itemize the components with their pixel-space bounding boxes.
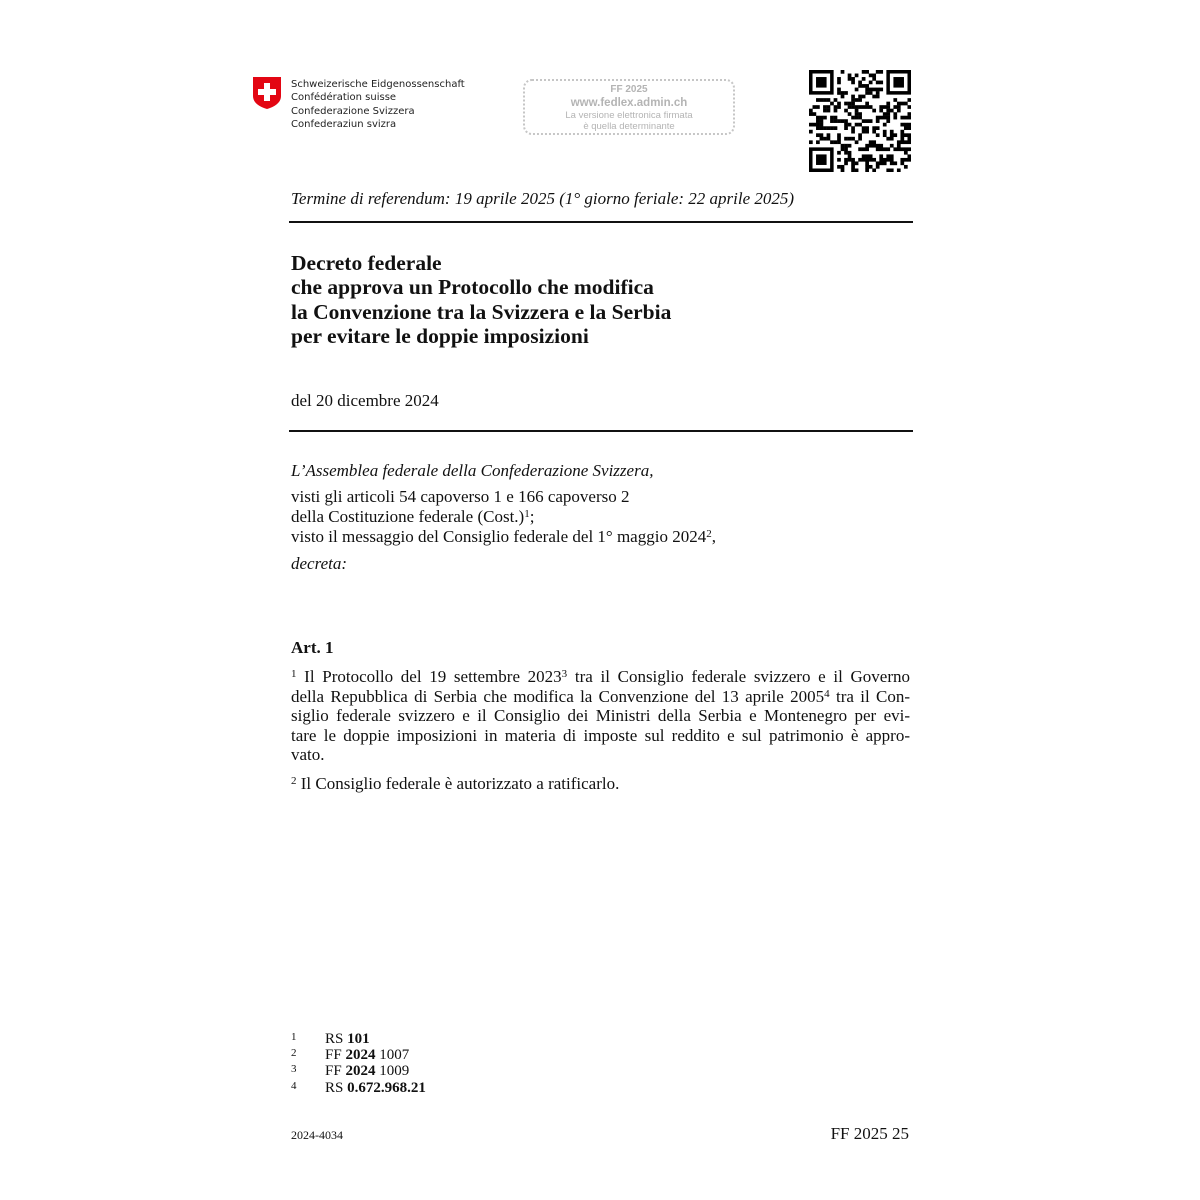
article-paragraph-2	[291, 774, 910, 794]
paragraph-line	[291, 774, 910, 794]
footnote-number: 1	[291, 1031, 297, 1043]
title-line: che approva un Protocollo che modifica	[291, 275, 654, 300]
stamp-url[interactable]: www.fedlex.admin.ch	[570, 97, 688, 109]
paragraph-line: tare le doppie imposizioni in materia di imposte sul reddito e sul patrimonio è appro-	[291, 725, 910, 745]
footnote-suffix: 1007	[375, 1047, 410, 1064]
divider-bottom	[289, 430, 913, 432]
preamble-assembly: L’Assemblea federale della Confederazione Svizzera,	[291, 461, 654, 480]
paragraph-text: tra il Consiglio federale svizzero e il Governo	[567, 667, 910, 686]
fedlex-stamp	[523, 79, 735, 135]
title-line: la Convenzione tra la Svizzera e la Serbia	[291, 299, 672, 324]
gov-name-it: Confederazione Svizzera	[291, 105, 415, 117]
paragraph-text: della Repubblica di Serbia che modifica la Convenzione del 13 aprile 2005	[291, 686, 825, 706]
gov-name-fr: Confédération suisse	[291, 92, 397, 104]
gov-name-rm: Confederaziun svizra	[291, 119, 397, 131]
paragraph-line	[291, 687, 910, 707]
footnote-ref-1[interactable]: 1	[524, 508, 530, 520]
footnote-number: 2	[291, 1047, 297, 1060]
preamble-line-2-text: della Costituzione federale (Cost.)	[291, 507, 525, 526]
footnote-ref-3[interactable]: 3	[561, 668, 568, 680]
preamble-line-3-text: visto il messaggio del Consiglio federale del 1° maggio 2024	[291, 527, 707, 546]
divider-top	[289, 221, 913, 223]
preamble-decreta: decreta:	[291, 554, 348, 573]
referendum-deadline: Termine di referendum: 19 aprile 2025 (1° giorno feriale: 22 aprile 2025)	[291, 189, 795, 208]
article-paragraph-1	[291, 667, 910, 765]
footnote-ref-number[interactable]: 0.672.968.21	[347, 1079, 426, 1096]
qr-code-icon	[809, 70, 911, 172]
footnote-ref-number[interactable]: 101	[347, 1031, 370, 1047]
preamble-line-3	[291, 527, 716, 547]
article-title: Art. 1	[291, 638, 334, 657]
footnote	[291, 1080, 426, 1096]
document-title	[291, 251, 671, 349]
footnote-suffix: 1009	[375, 1063, 410, 1080]
footnote-text	[325, 1080, 426, 1096]
government-names	[291, 78, 465, 132]
footnote	[291, 1031, 426, 1047]
footnote-prefix: RS	[325, 1031, 348, 1047]
footnote-text	[325, 1031, 370, 1047]
footnote-ref-4[interactable]: 4	[824, 687, 830, 700]
footnote-text	[325, 1047, 409, 1063]
footnote-ref-number[interactable]: 2024	[345, 1063, 376, 1080]
paragraph-number: 1	[291, 668, 297, 680]
stamp-line-4: è quella determinante	[583, 121, 675, 132]
stamp-line-1: FF 2025	[610, 84, 648, 95]
preamble-line-3-tail: ,	[711, 527, 716, 546]
footnote	[291, 1047, 426, 1063]
stamp-line-3: La versione elettronica firmata	[565, 110, 693, 121]
footnote-text	[325, 1063, 409, 1079]
footnote-prefix: RS	[325, 1079, 348, 1096]
footnote-number: 4	[291, 1079, 297, 1092]
preamble-line-2-tail: ;	[529, 507, 535, 526]
gov-name-de: Schweizerische Eidgenossenschaft	[291, 79, 465, 90]
page-reference: FF 2025 25	[830, 1124, 909, 1143]
paragraph-line: siglio federale svizzero e il Consiglio dei Ministri della Serbia e Montenegro per evi-	[291, 706, 910, 725]
paragraph-line: vato.	[291, 745, 325, 764]
document-id: 2024-4034	[291, 1128, 343, 1142]
footnote-ref-2[interactable]: 2	[706, 528, 712, 540]
paragraph-number: 2	[291, 775, 297, 787]
footnote-prefix: FF	[325, 1063, 346, 1080]
paragraph-text: tra il Con-	[829, 686, 910, 706]
preamble-line-2	[291, 507, 534, 527]
footnote-prefix: FF	[325, 1047, 346, 1064]
paragraph-text: Il Consiglio federale è autorizzato a ratificarlo.	[296, 774, 620, 793]
paragraph-text: Il Protocollo del 19 settembre 2023	[296, 667, 562, 686]
footnote-ref-number[interactable]: 2024	[345, 1047, 376, 1064]
decree-date: del 20 dicembre 2024	[291, 391, 439, 410]
paragraph-line	[291, 667, 910, 687]
footnotes	[291, 1031, 426, 1096]
title-line: Decreto federale	[291, 251, 442, 275]
footnote	[291, 1063, 426, 1079]
footnote-number: 3	[291, 1063, 297, 1076]
preamble-line-1: visti gli articoli 54 capoverso 1 e 166 capoverso 2	[291, 487, 630, 506]
swiss-cross-icon	[252, 76, 282, 110]
title-line: per evitare le doppie imposizioni	[291, 324, 589, 349]
